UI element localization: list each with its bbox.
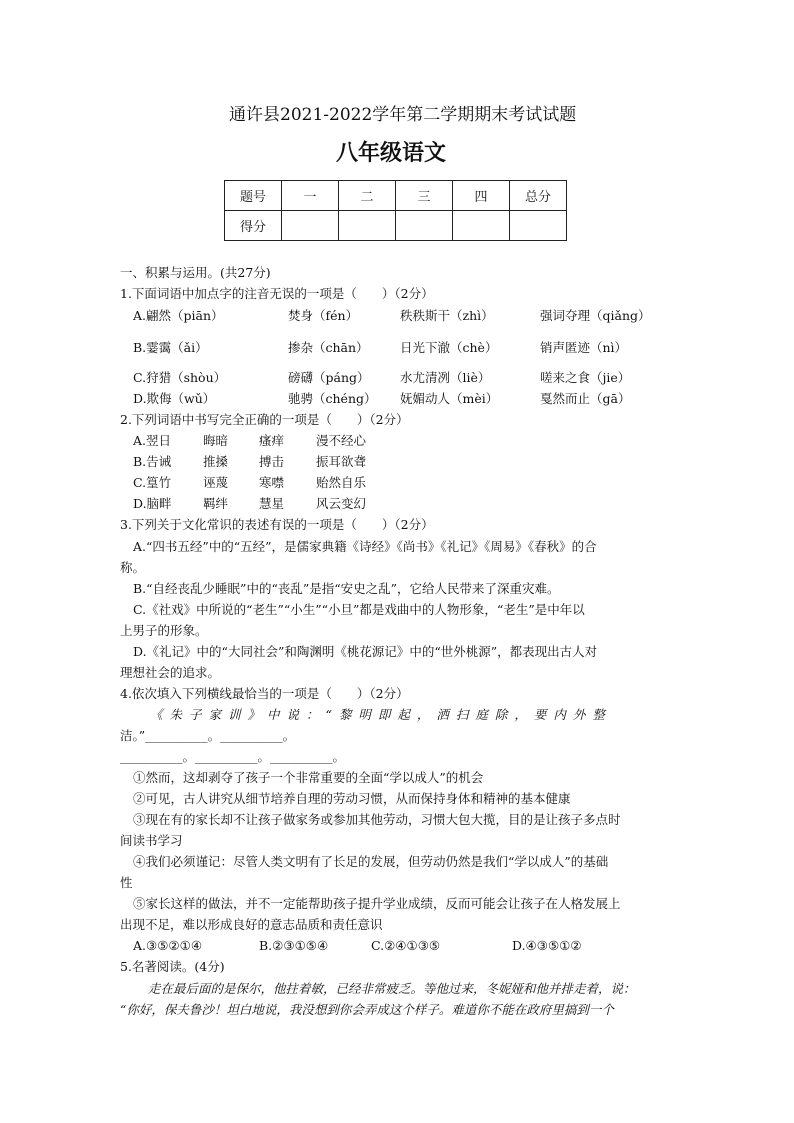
q4-sentence-3-cont: 间读书学习 (120, 833, 183, 848)
q4-sentence-3: ③现在有的家长却不让孩子做家务或参加其他劳动，习惯大包大揽，目的是让孩子多点时 (133, 812, 621, 827)
q4-sentence-2: ②可见，古人讲究从细节培养自理的劳动习惯，从而保持身体和精神的基本健康 (133, 791, 571, 806)
q3-option-c-cont: 上男子的形象。 (120, 623, 208, 638)
q2-option-a-1: A.翌日 (133, 433, 172, 448)
q4-choice-b: B.②③①⑤④ (259, 938, 329, 953)
q3-option-a: A.“四书五经”中的“五经”，是儒家典籍《诗经》《尚书》《礼记》《周易》《春秋》的合 (133, 539, 597, 554)
score-cell: 题号 (225, 181, 282, 211)
q2-stem: 2.下列词语中书写完全正确的一项是（ ）（2分） (120, 412, 409, 427)
score-input-cell[interactable] (396, 211, 453, 241)
q4-sentence-1: ①然而，这却剥夺了孩子一个非常重要的全面“学以成人”的机会 (133, 770, 484, 785)
score-input-cell[interactable] (339, 211, 396, 241)
q5-passage-line-2: “你好，保夫鲁沙！坦白地说，我没想到你会弄成这个样子。难道你不能在政府里搞到一个 (120, 1002, 614, 1017)
q1-option-b-2: 掺杂（chān） (288, 340, 369, 355)
q1-option-d-4: 戛然而止（gā） (540, 391, 631, 406)
q2-option-b-1: B.告诫 (133, 454, 172, 469)
exam-subtitle: 八年级语文 (336, 141, 447, 166)
q2-option-b-4: 振耳欲聋 (316, 454, 367, 469)
q1-option-b-3: 日光下澈（chè） (400, 340, 498, 355)
q5-passage-line-1: 走在最后面的是保尔，他拄着敏，已经非常疲乏。等他过来，冬妮娅和他并排走着，说： (148, 981, 636, 996)
q1-option-a-4: 强词夺理（qiǎng） (540, 308, 651, 323)
score-cell: 四 (453, 181, 510, 211)
score-cell: 一 (282, 181, 339, 211)
score-input-cell[interactable] (510, 211, 567, 241)
q1-option-c-3: 水尤清冽（liè） (400, 370, 491, 385)
q1-option-b-1: B.霎霭（ǎi） (133, 340, 208, 355)
q1-option-c-4: 嗟来之食（jie） (540, 370, 631, 385)
q4-choice-a: A.③⑤②①④ (133, 938, 203, 953)
q2-option-a-3: 瘙痒 (259, 433, 285, 448)
score-cell: 二 (339, 181, 396, 211)
score-cell: 三 (396, 181, 453, 211)
q1-stem: 1.下面词语中加点字的注音无误的一项是（ ）（2分） (120, 286, 434, 301)
q3-option-d-cont: 理想社会的追求。 (120, 665, 221, 680)
q5-stem: 5.名著阅读。(4分) (120, 959, 225, 974)
q2-option-c-2: 诬蔑 (203, 475, 229, 490)
q2-option-c-4: 贻然自乐 (316, 475, 367, 490)
q1-option-b-4: 销声匿迹（nì） (540, 340, 628, 355)
q4-quote-cont: 洁。”__________。__________。 (120, 728, 296, 743)
q4-sentence-5-cont: 出现不足，难以形成良好的意志品质和责任意识 (120, 917, 383, 932)
section-heading: 一、积累与运用。(共27分) (120, 265, 271, 280)
q1-option-d-2: 驰骋（chéng） (288, 391, 377, 406)
score-cell: 总分 (510, 181, 567, 211)
q1-option-c-1: C.狩猎（shòu） (133, 370, 227, 385)
q4-choice-d: D.④③⑤①② (512, 938, 582, 953)
q4-stem: 4.依次填入下列横线最恰当的一项是（ ）（2分） (120, 686, 409, 701)
score-table (224, 180, 567, 241)
q4-choice-c: C.②④①③⑤ (371, 938, 441, 953)
score-input-cell[interactable] (282, 211, 339, 241)
score-input-cell[interactable] (453, 211, 510, 241)
q3-option-a-cont: 称。 (120, 560, 146, 575)
q1-option-d-3: 妩媚动人（mèi） (400, 391, 499, 406)
q2-option-d-3: 慧星 (259, 496, 285, 511)
q2-option-d-4: 风云变幻 (316, 496, 367, 511)
score-table-header-row (225, 181, 567, 211)
q2-option-c-1: C.篁竹 (133, 475, 172, 490)
q1-option-c-2: 磅礴（páng） (288, 370, 370, 385)
score-cell: 得分 (225, 211, 282, 241)
q1-option-a-2: 焚身（fén） (288, 308, 359, 323)
exam-title: 通许县2021-2022学年第二学期期末考试试题 (229, 105, 577, 125)
q1-option-a-1: A.翩然（piān） (133, 308, 224, 323)
q3-option-b: B.“自经丧乱少睡眠”中的“丧乱”是指“安史之乱”，它给人民带来了深重灾难。 (133, 581, 560, 596)
q1-option-a-3: 秩秩斯干（zhì） (400, 308, 494, 323)
q3-option-d: D.《礼记》中的“大同社会”和陶渊明《桃花源记》中的“世外桃源”，都表现出古人对 (133, 644, 598, 659)
q3-stem: 3.下列关于文化常识的表述有误的一项是（ ）（2分） (120, 517, 434, 532)
q4-sentence-4: ④我们必须谨记：尽管人类文明有了长足的发展，但劳动仍然是我们“学以成人”的基础 (133, 854, 609, 869)
q2-option-a-2: 晦暗 (203, 433, 229, 448)
q4-sentence-4-cont: 性 (120, 875, 133, 890)
q2-option-b-2: 推搡 (203, 454, 229, 469)
q2-option-c-3: 寒噤 (259, 475, 285, 490)
q4-quote: 《朱子家训》中说：“黎明即起，洒扫庭除，要内外整 (150, 707, 612, 722)
q4-sentence-5: ⑤家长这样的做法，并不一定能帮助孩子提升学业成绩，反而可能会让孩子在人格发展上 (133, 896, 621, 911)
q3-option-c: C.《社戏》中所说的“老生”“小生”“小旦”都是戏曲中的人物形象，“老生”是中年以 (133, 602, 585, 617)
score-table-score-row (225, 211, 567, 241)
q2-option-d-1: D.脑畔 (133, 496, 172, 511)
q2-option-d-2: 羁绊 (203, 496, 229, 511)
q2-option-b-3: 搏击 (259, 454, 285, 469)
q1-option-d-1: D.欺侮（wǔ） (133, 391, 216, 406)
q4-blanks: __________。__________。__________。 (120, 749, 346, 764)
q2-option-a-4: 漫不经心 (316, 433, 367, 448)
